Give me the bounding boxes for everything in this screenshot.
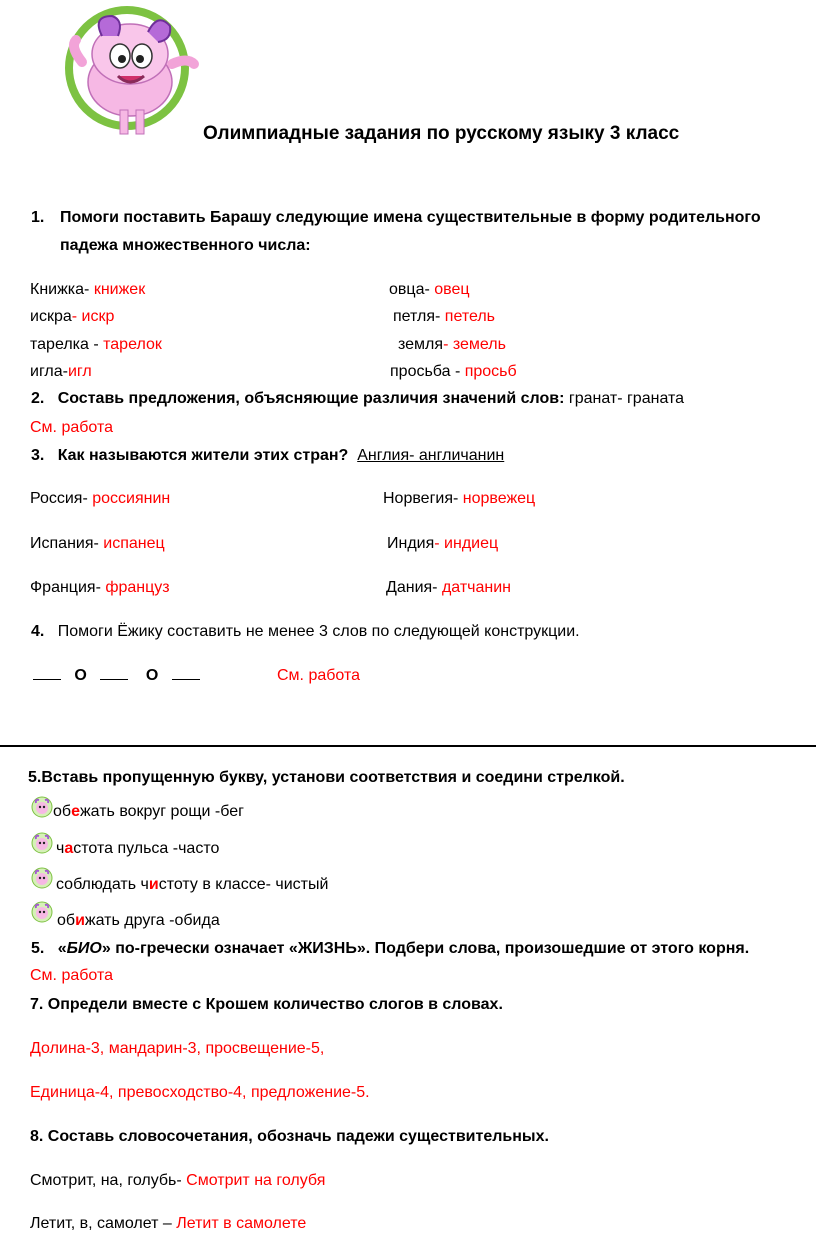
task1-right-item: земля- земель bbox=[398, 336, 506, 353]
task1-text-line2: падежа множественного числа: bbox=[60, 237, 311, 254]
ram-face-icon bbox=[31, 867, 53, 889]
task6-answer: См. работа bbox=[30, 967, 113, 984]
ram-face-icon bbox=[31, 796, 53, 818]
task3-right-item: Норвегия- норвежец bbox=[383, 490, 536, 507]
task7-answer-line1: Долина-3, мандарин-3, просвещение-5, bbox=[30, 1040, 325, 1057]
task1-number: 1. bbox=[31, 209, 45, 226]
task5-item: обежать вокруг рощи -бег bbox=[53, 803, 244, 820]
task4-answer: См. работа bbox=[277, 667, 360, 684]
task1-left-item: тарелка - тарелок bbox=[30, 336, 162, 353]
task1-text-line1: Помоги поставить Барашу следующие имена существительные в форму родительного bbox=[60, 209, 761, 226]
task2-line: 2. Составь предложения, объясняющие различия значений слов: гранат- граната bbox=[31, 390, 685, 407]
barash-ram-logo bbox=[62, 2, 202, 142]
task3-left-item: Испания- испанец bbox=[30, 535, 165, 552]
task5-item: соблюдать чистоту в классе- чистый bbox=[56, 876, 329, 893]
task6-line: 5. «БИО» по-гречески означает «ЖИЗНЬ». Подбери слова, произошедшие от этого корня. bbox=[31, 940, 750, 957]
task3-right-item: Индия- индиец bbox=[387, 535, 499, 552]
ram-face-icon bbox=[31, 901, 53, 923]
task8-row: Летит, в, самолет – Летит в самолете bbox=[30, 1215, 307, 1232]
task4-line: 4. Помоги Ёжику составить не менее 3 слов по следующей конструкции. bbox=[31, 623, 580, 640]
task1-left-item: игла-игл bbox=[30, 363, 92, 380]
task7-title: 7. Определи вместе с Крошем количество слогов в словах. bbox=[30, 996, 503, 1013]
task1-left-item: искра- искр bbox=[30, 308, 115, 325]
ram-face-icon bbox=[31, 832, 53, 854]
task3-left-item: Россия- россиянин bbox=[30, 490, 171, 507]
task3-right-item: Дания- датчанин bbox=[386, 579, 512, 596]
task2-answer: См. работа bbox=[30, 419, 113, 436]
task8-row: Смотрит, на, голубь- Смотрит на голубя bbox=[30, 1172, 326, 1189]
task1-right-item: петля- петель bbox=[393, 308, 495, 325]
task4-construction: О О bbox=[33, 667, 200, 685]
task1-right-item: овца- овец bbox=[389, 281, 470, 298]
task1-right-item: просьба - просьб bbox=[390, 363, 517, 380]
task5-item: частота пульса -часто bbox=[56, 840, 220, 857]
task7-answer-line2: Единица-4, превосходство-4, предложение-5. bbox=[30, 1084, 370, 1101]
task3-left-item: Франция- француз bbox=[30, 579, 170, 596]
task3-line: 3. Как называются жители этих стран? Англия- англичанин bbox=[31, 447, 505, 464]
section-divider bbox=[0, 745, 816, 747]
page-title: Олимпиадные задания по русскому языку 3 класс bbox=[203, 123, 680, 144]
task5-item: обижать друга -обида bbox=[57, 912, 220, 929]
task8-title: 8. Составь словосочетания, обозначь падежи существительных. bbox=[30, 1128, 549, 1145]
task5-title: 5.Вставь пропущенную букву, установи соответствия и соедини стрелкой. bbox=[28, 769, 625, 786]
task1-left-item: Книжка- книжек bbox=[30, 281, 146, 298]
